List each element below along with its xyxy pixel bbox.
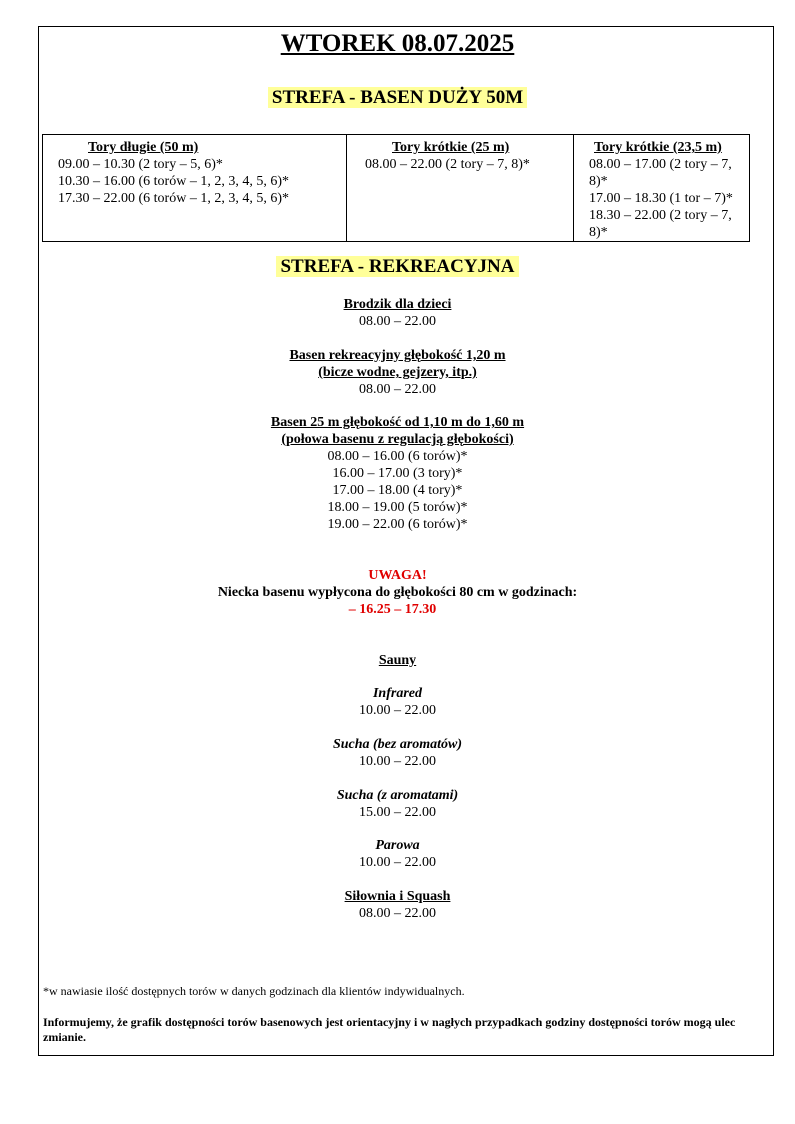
lanes-line: 17.00 – 18.30 (1 tor – 7)*	[589, 191, 733, 206]
sauna-name: Infrared	[372, 686, 422, 701]
footnote: *w nawiasie ilość dostępnych torów w danych godzinach dla klientów indywidualnych.	[43, 984, 465, 998]
basen25-subheading: (połowa basenu z regulacją głębokości)	[281, 432, 514, 447]
notice-label: UWAGA!	[368, 568, 427, 583]
page-title: WTOREK 08.07.2025	[280, 30, 515, 57]
lanes-line: 18.30 – 22.00 (2 tory – 7, 8)*	[589, 208, 732, 240]
notice-section	[0, 567, 795, 618]
sauna-hours: 10.00 – 22.00	[359, 703, 436, 718]
basen25-line: 08.00 – 16.00 (6 torów)*	[327, 449, 468, 464]
lanes-cell-short235	[574, 135, 750, 242]
sauny-section	[0, 652, 795, 669]
sauna-name: Sucha (z aromatami)	[336, 788, 459, 803]
lanes-head-short25: Tory krótkie (25 m)	[392, 140, 510, 155]
lanes-head-short235: Tory krótkie (23,5 m)	[594, 140, 722, 155]
basen25-section	[0, 414, 795, 533]
brodzik-hours: 08.00 – 22.00	[359, 314, 436, 329]
lanes-line: 10.30 – 16.00 (6 torów – 1, 2, 3, 4, 5, 6)*	[58, 174, 289, 189]
zone-pool-50m-label: STREFA - BASEN DUŻY 50M	[268, 87, 527, 108]
notice-text: Niecka basenu wypłycona do głębokości 80 cm w godzinach:	[217, 585, 578, 600]
silownia-hours: 08.00 – 22.00	[359, 906, 436, 921]
lanes-cell-long	[43, 135, 347, 242]
lanes-line: 08.00 – 17.00 (2 tory – 7, 8)*	[589, 157, 732, 189]
basen-rekreacyjny-section	[0, 347, 795, 398]
basen-rekreacyjny-heading: Basen rekreacyjny głębokość 1,20 m	[289, 348, 506, 363]
lanes-line: 17.30 – 22.00 (6 torów – 1, 2, 3, 4, 5, 6)*	[58, 191, 289, 206]
sauna-item	[0, 736, 795, 770]
basen25-line: 18.00 – 19.00 (5 torów)*	[327, 500, 468, 515]
zone-recreation-label: STREFA - REKREACYJNA	[276, 256, 518, 277]
basen25-line: 19.00 – 22.00 (6 torów)*	[327, 517, 468, 532]
sauna-hours: 10.00 – 22.00	[359, 855, 436, 870]
silownia-section	[0, 888, 795, 922]
sauna-item	[0, 787, 795, 821]
basen25-heading: Basen 25 m głębokość od 1,10 m do 1,60 m	[270, 415, 525, 430]
sauna-name: Parowa	[375, 838, 420, 853]
lanes-table	[42, 134, 750, 242]
sauna-hours: 15.00 – 22.00	[359, 805, 436, 820]
basen-rekreacyjny-subheading: (bicze wodne, gejzery, itp.)	[318, 365, 477, 380]
sauna-item	[0, 837, 795, 871]
basen25-line: 16.00 – 17.00 (3 tory)*	[332, 466, 463, 481]
zone-recreation	[0, 256, 795, 278]
sauna-hours: 10.00 – 22.00	[359, 754, 436, 769]
basen-rekreacyjny-hours: 08.00 – 22.00	[359, 382, 436, 397]
notice-time: – 16.25 – 17.30	[348, 602, 437, 617]
sauny-heading: Sauny	[378, 653, 417, 668]
basen25-line: 17.00 – 18.00 (4 tory)*	[332, 483, 463, 498]
sauna-item	[0, 685, 795, 719]
lanes-line: 08.00 – 22.00 (2 tory – 7, 8)*	[365, 157, 530, 172]
sauna-name: Sucha (bez aromatów)	[332, 737, 463, 752]
lanes-line: 09.00 – 10.30 (2 tory – 5, 6)*	[58, 157, 223, 172]
lanes-cell-short25	[347, 135, 574, 242]
zone-pool-50m	[0, 87, 795, 109]
info-note: Informujemy, że grafik dostępności torów basenowych jest orientacyjny i w nagłych przypadkach godziny dostępności torów mogą ulec zmianie.	[43, 1015, 736, 1044]
silownia-heading: Siłownia i Squash	[344, 889, 451, 904]
brodzik-section	[0, 296, 795, 330]
lanes-head-long: Tory długie (50 m)	[88, 140, 199, 155]
brodzik-heading: Brodzik dla dzieci	[343, 297, 452, 312]
